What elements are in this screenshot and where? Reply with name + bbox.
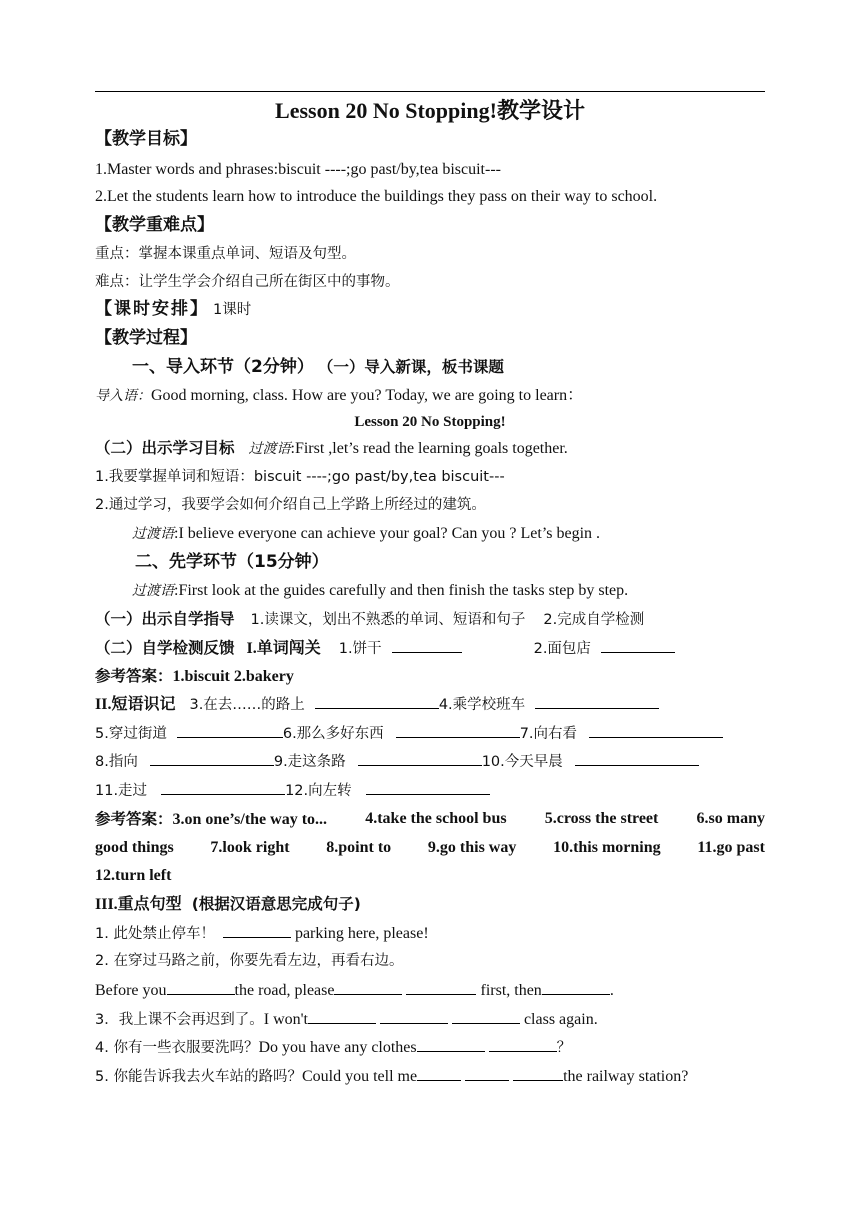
answer2-item: 4.take the school bus: [365, 810, 507, 827]
sentence-3-en: I won't: [263, 1011, 308, 1028]
answer2-item: 5.cross the street: [544, 810, 659, 827]
answer-blank[interactable]: [601, 637, 675, 653]
sentence-4-end: ？: [556, 1040, 572, 1056]
answer-blank[interactable]: [575, 750, 699, 766]
sentence-5: [95, 1065, 688, 1088]
intro-label: 导入语：: [95, 388, 151, 404]
guide-1: 1.读课文，划出不熟悉的单词、短语和句子: [250, 612, 526, 628]
answer-blank[interactable]: [465, 1065, 509, 1081]
sentence-2-part: Before you: [95, 982, 167, 999]
show-goals-text: :First ,let’s read the learning goals together.: [290, 440, 568, 457]
trans-label: 过渡语: [248, 441, 291, 457]
lesson-line: Lesson 20 No Stopping!: [354, 414, 506, 430]
trans2-label: 过渡语: [132, 526, 174, 542]
phrase-5: 5.穿过街道: [95, 726, 167, 742]
show-goals-label: （二）出示学习目标: [95, 439, 235, 457]
sentence-5-cn: 5. 你能告诉我去火车站的路吗？: [95, 1069, 302, 1085]
answer2-item: 8.point to: [326, 839, 392, 856]
guide-2: 2.完成自学检测: [543, 612, 645, 628]
answer2-item: 9.go this way: [427, 839, 517, 856]
answer-blank[interactable]: [223, 922, 291, 938]
guide-line: [95, 608, 644, 631]
trans3-label: 过渡语: [132, 583, 174, 599]
answer-blank[interactable]: [315, 693, 439, 709]
sentence-2-en: [95, 979, 614, 1002]
phrase-3: 3.在去……的路上: [189, 697, 305, 713]
phrase-12: 12.向左转: [285, 783, 352, 799]
sentence-2-cn: 2. 在穿过马路之前，你要先看左边，再看右边。: [95, 953, 404, 969]
header-rule: [95, 91, 765, 92]
answer-blank[interactable]: [417, 1036, 485, 1052]
process-header: 【教学过程】: [95, 328, 197, 348]
answer-blank[interactable]: [334, 979, 402, 995]
sentence-4-en: Do you have any clothes: [258, 1039, 417, 1056]
time-value: 1课时: [213, 302, 252, 318]
guide-label: （一）出示自学指导: [95, 610, 235, 628]
answer1-line: [95, 665, 294, 688]
pattern-note: (根据汉语意思完成句子): [191, 895, 361, 913]
phrase-10: 10.今天早晨: [481, 754, 563, 770]
goals-header: 【教学目标】: [95, 129, 197, 149]
answer-blank[interactable]: [542, 979, 610, 995]
answer-blank[interactable]: [150, 750, 274, 766]
answer-blank[interactable]: [513, 1065, 563, 1081]
phrase-line-1: [95, 693, 659, 716]
phrase-line-3: [95, 750, 699, 773]
goal-1: 1.Master words and phrases:biscuit ----;go past/by,tea biscuit---: [95, 161, 501, 178]
answer2-item: 10.this morning: [553, 839, 661, 856]
answer-blank[interactable]: [380, 1008, 448, 1024]
phrase-9: 9.走这条路: [273, 754, 346, 770]
phrase-8: 8.指向: [95, 754, 138, 770]
vocab-label: I.单词闯关: [246, 640, 321, 657]
answer-blank[interactable]: [308, 1008, 376, 1024]
answer-blank[interactable]: [535, 693, 659, 709]
hard-point: 难点：让学生学会介绍自己所在街区中的事物。: [95, 274, 400, 290]
answer2-item: good things: [95, 839, 174, 856]
phrase-line-4: [95, 779, 490, 802]
show-goals-line: [95, 437, 568, 460]
sentence-2-part: .: [609, 982, 614, 999]
sentence-4-cn: 4. 你有一些衣服要洗吗？: [95, 1040, 259, 1056]
time-line: [95, 298, 251, 321]
answer2-label: 参考答案：: [95, 810, 173, 828]
sentence-4: [95, 1036, 571, 1059]
answer-blank[interactable]: [161, 779, 285, 795]
answer-blank[interactable]: [406, 979, 476, 995]
answer2-row-3: 12.turn left: [95, 867, 172, 884]
time-header: 【课时安排】: [95, 299, 209, 319]
intro-text: Good morning, class. How are you? Today, we are going to learn：: [151, 387, 584, 404]
answer-blank[interactable]: [366, 779, 490, 795]
step1-sub: （一）导入新课，板书课题: [317, 358, 504, 376]
answer-blank[interactable]: [589, 722, 723, 738]
answer-blank[interactable]: [358, 750, 482, 766]
sentence-3: [95, 1008, 598, 1031]
check-line: [95, 637, 675, 660]
trans3-text: :First look at the guides carefully and then finish the tasks step by step.: [174, 582, 629, 599]
sentence-1-en: parking here, please!: [294, 925, 429, 942]
check-label: （二）自学检测反馈: [95, 639, 235, 657]
goal-cn-1: 1.我要掌握单词和短语：biscuit ----;go past/by,tea biscuit---: [95, 469, 505, 485]
pattern-line: [95, 893, 361, 916]
step2-title: 二、先学环节（15分钟）: [135, 552, 329, 572]
answer1-text: 1.biscuit 2.bakery: [172, 668, 294, 685]
vocab-2: 2.面包店: [533, 641, 591, 657]
pattern-label: III.重点句型: [95, 896, 182, 913]
phrase-7: 7.向右看: [519, 726, 578, 742]
answer-blank[interactable]: [177, 722, 283, 738]
trans3-line: [132, 580, 628, 602]
step1-line: [132, 356, 504, 379]
vocab-1: 1.饼干: [338, 641, 382, 657]
phrase-label: II.短语识记: [95, 696, 176, 713]
goal-2: 2.Let the students learn how to introduce the buildings they pass on their way to school.: [95, 188, 658, 205]
answer-blank[interactable]: [489, 1036, 557, 1052]
sentence-2-part: the road, please: [234, 982, 335, 999]
answer-blank[interactable]: [167, 979, 235, 995]
page-title: Lesson 20 No Stopping!教学设计: [275, 98, 585, 123]
step1-title: 一、导入环节（2分钟）: [132, 357, 314, 377]
sentence-1-cn: 1. 此处禁止停车！: [95, 926, 215, 942]
phrase-line-2: [95, 722, 723, 745]
answer-blank[interactable]: [396, 722, 520, 738]
sentence-3-end: class again.: [523, 1011, 598, 1028]
answer2-row-1: [95, 808, 765, 831]
answer2-item: 3.on one’s/the way to...: [172, 811, 328, 828]
answer-blank[interactable]: [452, 1008, 520, 1024]
answer-blank[interactable]: [392, 637, 462, 653]
sentence-3-cn: 3．我上课不会再迟到了。: [95, 1012, 264, 1028]
key-header: 【教学重难点】: [95, 215, 214, 235]
answer2-item: 6.so many: [696, 810, 765, 827]
goal-cn-2: 2.通过学习，我要学会如何介绍自己上学路上所经过的建筑。: [95, 497, 486, 513]
answer2-item: 7.look right: [210, 839, 290, 856]
phrase-6: 6.那么多好东西: [282, 726, 384, 742]
phrase-11: 11.走过: [95, 783, 148, 799]
answer1-label: 参考答案：: [95, 667, 173, 685]
phrase-4: 4.乘学校班车: [438, 697, 526, 713]
key-point: 重点：掌握本课重点单词、短语及句型。: [95, 246, 356, 262]
answer-blank[interactable]: [417, 1065, 461, 1081]
answer2-row-2: [95, 837, 765, 859]
sentence-2-part: first, then: [480, 982, 542, 999]
sentence-5-en: Could you tell me: [301, 1068, 418, 1085]
intro-line: [95, 385, 583, 407]
trans2-text: :I believe everyone can achieve your goal? Can you ? Let’s begin .: [174, 525, 601, 542]
trans2-line: [132, 523, 600, 545]
sentence-1: [95, 922, 429, 945]
sentence-5-end: the railway station?: [563, 1068, 689, 1085]
answer2-item: 11.go past: [697, 839, 765, 856]
